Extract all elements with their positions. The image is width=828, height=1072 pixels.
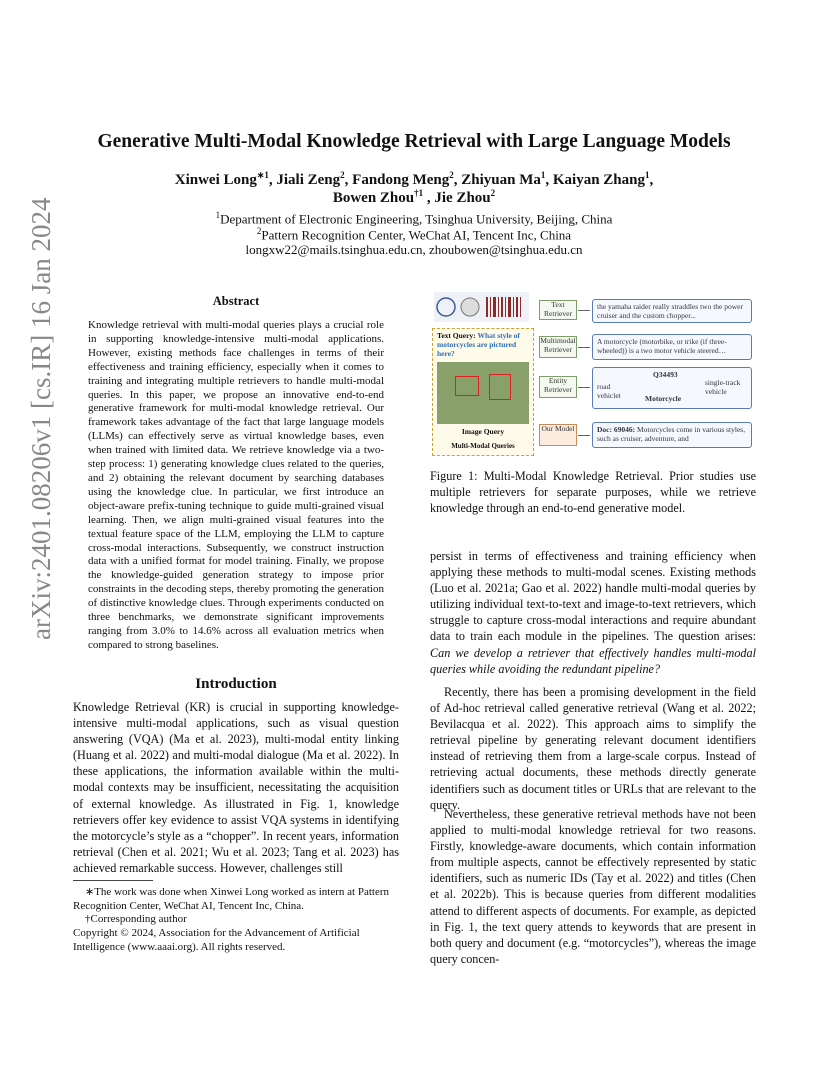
author-mark: 1 <box>645 170 650 180</box>
author-mark: 2 <box>449 170 454 180</box>
entity-node-right: single-track vehicle <box>705 378 741 396</box>
multimodal-retriever: Multimodal Retriever <box>539 336 577 358</box>
author-mark: ∗1 <box>256 170 269 180</box>
affiliation-1: $^1$Department of Electronic Engineering, Tsinghua University, Beijing, China <box>215 210 613 227</box>
author: Kaiyan Zhang <box>552 172 645 188</box>
authors-line-1: Xinwei Long$^{∗1}$, Jiali Zeng$^2$, Fandong Meng$^2$, Zhiyuan Ma$^1$, Kaiyan Zhang$^1$, <box>174 170 654 188</box>
motorcycle-image <box>437 362 529 424</box>
author-mark: 2 <box>490 188 496 198</box>
object-box <box>455 376 479 396</box>
arrow <box>578 435 590 436</box>
arrow <box>578 387 590 388</box>
author: Jiali Zeng <box>276 172 341 188</box>
author: Xinwei Long <box>174 172 257 188</box>
our-model-result: Doc: 69046: Motorcycles come in various styles, such as cruiser, adventure, and <box>592 422 752 448</box>
arrow <box>578 347 590 348</box>
author: Fandong Meng <box>352 172 450 188</box>
author: Zhiyuan Ma <box>461 172 541 188</box>
knowledge-source-icons <box>434 292 529 322</box>
text-result: the yamaha raider really straddles two the power cruiser and the custom chopper... <box>592 299 752 323</box>
entity-node-left: road vehiclet <box>597 382 621 400</box>
authors-line-2: Bowen Zhou$^{\dagger 1}$ , Jie Zhou$^2$ <box>332 188 496 206</box>
right-paragraph-3: Nevertheless, these generative retrieval methods have not been applied to multi-modal knowledge retrieval for two reasons. Firstly, knowledge-aware documents, which contain information from multiple aspects, cannot be effectively represented by static identifiers, such as numeric IDs (Tay et al. 2022) and titles (Chen et al. 2022b). This is because queries from different modalities attend to different aspects of documents. For example, as depicted in Fig. 1, the text query attends to keywords that are present in both query and document (e.g. “motorcycles”), whereas the image query concen- <box>430 807 756 966</box>
author-mark: 2 <box>340 170 345 180</box>
our-model: Our Model <box>539 424 577 446</box>
abstract-heading: Abstract <box>212 294 260 308</box>
figure-caption: Figure 1: Multi-Modal Knowledge Retrieval. Prior studies use multiple retrievers for separate purposes, while we retrieve knowledge through an end-to-end generative model. <box>430 469 756 515</box>
author-mark: †1 <box>414 188 424 198</box>
paper-title: Generative Multi-Modal Knowledge Retrieval with Large Language Models <box>97 131 731 152</box>
multi-modal-queries-label: Multi-Modal Queries <box>451 442 515 450</box>
author: Bowen Zhou <box>332 190 415 206</box>
multimodal-result: A motorcycle (motorbike, or trike (if three-wheeled)) is a two motor vehicle steered… <box>592 334 752 360</box>
introduction-paragraph: Knowledge Retrieval (KR) is crucial in supporting knowledge-intensive multi-modal applications, such as visual question answering (VQA) (Ma et al. 2023), multi-modal entity linking (Huang et al. 2022) and multi-modal dialogue (Ma et al. 2022). In these applications, the information available within the multi-modal contexts may be insufficient, necessitating the acquisition of external knowledge. As illustrated in Fig. 1, knowledge retrievers offer key evidence to assist VQA systems in identifying the motorcycle’s style as a “chopper”. In recent years, information retrieval (Chen et al. 2021; Wu et al. 2023; Tang et al. 2023) has achieved remarkable success. However, challenges still <box>73 700 399 875</box>
author-mark: 1 <box>540 170 546 180</box>
footnote-2: †Corresponding author <box>85 913 187 925</box>
affiliation-2: $^2$Pattern Recognition Center, WeChat AI, Tencent Inc, China <box>256 226 572 243</box>
footnote-1: ∗The work was done when Xinwei Long worked as intern at Pattern Recognition Center, WeChat AI, Tencent Inc, China. <box>73 886 389 912</box>
introduction-heading: Introduction <box>195 676 277 692</box>
copyright-notice: Copyright © 2024, Association for the Advancement of Artificial Intelligence (www.aaai.org). All rights reserved. <box>73 927 360 953</box>
multi-modal-queries-box <box>432 328 534 456</box>
entity-node-center: Motorcycle <box>645 394 682 403</box>
entity-id: Q34493 <box>653 370 678 379</box>
image-query-label: Image Query <box>461 427 505 436</box>
text-query: Text Query: What style of motorcycles are pictured here? <box>437 331 520 358</box>
author: Jie Zhou <box>434 190 491 206</box>
arrow <box>578 310 590 311</box>
footnote-rule <box>73 880 153 881</box>
source-logos <box>434 292 529 322</box>
entity-graph <box>592 367 752 409</box>
object-box <box>489 374 511 400</box>
entity-retriever: Entity Retriever <box>539 376 577 398</box>
right-paragraph-2: Recently, there has been a promising development in the field of Ad-hoc retrieval called generative retrieval (Wang et al. 2022; Bevilacqua et al. 2022). This approach aims to simplify the retrieval pipeline by generating relevant document identifiers instead of retrieving them from a large-scale corpus. Instead of retrieving actual documents, these methods directly generate identifiers such as document titles or URLs that are relevant to the query. <box>430 685 756 812</box>
author-emails: longxw22@mails.tsinghua.edu.cn, zhoubowen@tsinghua.edu.cn <box>245 242 583 257</box>
text-retriever: Text Retriever <box>539 300 577 320</box>
figure-1 <box>430 290 756 458</box>
arxiv-identifier: arXiv:2401.08206v1 [cs.IR] 16 Jan 2024 <box>26 197 56 640</box>
right-paragraph-1: persist in terms of effectiveness and training efficiency when applying these methods to multi-modal scenes. Existing methods (Luo et al. 2021a; Gao et al. 2022) handle multi-modal queries by utilizing individual text-to-text and image-to-text retrievers, which struggle to capture cross-modal interactions and require abundant data to train each module in the pipelines. The question arises: Can we develop a retriever that effectively handles multi-modal queries while avoiding the redundant pipeline? <box>430 549 756 676</box>
abstract-body: Knowledge retrieval with multi-modal queries plays a crucial role in supporting knowledge-intensive multi-modal applications. However, existing methods face challenges in terms of their effectiveness and training efficiency, especially when it comes to training and integrating multiple retrievers to handle multi-modal queries. In this paper, we propose an innovative end-to-end generative framework for multi-modal knowledge retrieval. Our framework takes advantage of the fact that large language models (LLMs) can effectively serve as virtual knowledge bases, even when trained with limited data. We retrieve knowledge via a two-step process: 1) generating knowledge clues related to the queries, and 2) obtaining the relevant document by searching databases using the knowledge clue. In particular, we first introduce an object-aware prefix-tuning technique to guide multi-grained visual learning. Then, we align multi-grained visual features into the textual feature space of the LLM, employing the LLM to capture cross-modal interactions. Subsequently, we construct instruction data with a unified format for model training. Finally, we propose the knowledge-guided generation strategy to impose prior constraints in the decoding steps, thereby promoting the generation of distinctive knowledge clues. Through experiments conducted on three benchmarks, we demonstrate significant improvements ranging from 3.0% to 14.6% across all evaluation metrics when compared to strong baselines. <box>88 319 384 651</box>
